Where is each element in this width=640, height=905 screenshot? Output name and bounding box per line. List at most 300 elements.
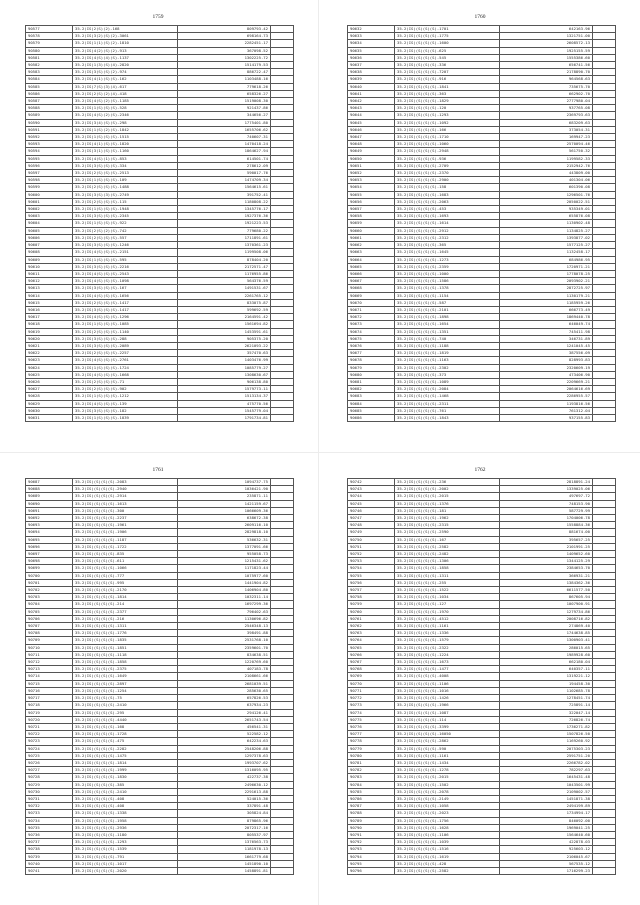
row-empty-cell [271,69,294,76]
row-id-cell: 90792 [348,839,395,846]
row-code-cell: 35.2(IS)(S)(S)(S)-2410 [73,702,178,709]
row-empty-cell [593,788,616,795]
row-empty-cell [593,536,616,543]
row-code-cell: 35.2(IS)(S)(S)(S)-16050 [395,731,500,738]
row-id-cell: 90621 [26,342,73,349]
table-row [26,263,294,270]
row-amount-cell: 305824.84 [178,810,271,817]
table-row [348,680,616,687]
table-row [26,162,294,169]
row-code-cell: 35.2(IS)(S)(S)(S)-114 [395,716,500,723]
table-row [26,314,294,321]
table-row [26,651,294,658]
row-code-cell: 35.2(IS)(S)(S)(S)-1756 [395,817,500,824]
row-code-cell: 35.2(IS)4(1)(S)(S)-162 [73,76,178,83]
table-row [348,364,616,371]
row-code-cell: 35.2(IS)4(S)(4)(S)-1137 [73,54,178,61]
row-id-cell: 90610 [26,263,73,270]
row-id-cell: 90698 [26,558,73,565]
row-id-cell: 90668 [348,285,395,292]
table-row [26,278,294,285]
table-row [348,702,616,709]
row-empty-cell [271,551,294,558]
row-empty-cell [593,83,616,90]
row-amount-cell: 658326.27 [178,90,271,97]
row-code-cell: 35.2(IS)4(S)(2)(S)-1185 [73,98,178,105]
table-row [26,256,294,263]
row-amount-cell: 779680.22 [178,227,271,234]
row-id-cell: 90664 [348,256,395,263]
row-code-cell: 35.2(IS)(S)(S)(S)-2900 [395,177,500,184]
row-empty-cell [271,155,294,162]
row-empty-cell [593,695,616,702]
row-empty-cell [271,292,294,299]
row-code-cell: 35.2(IS)1(S)(S)(S)-1948 [73,206,178,213]
table-row [348,371,616,378]
row-amount-cell: 2829818.10 [178,529,271,536]
row-amount-cell: 879865.96 [178,817,271,824]
row-id-cell: 90616 [26,306,73,313]
row-code-cell: 35.2(IS)(S)(S)(S)-590 [395,745,500,752]
row-amount-cell: 1513134.37 [178,393,271,400]
row-empty-cell [271,407,294,414]
row-amount-cell: 905375.20 [178,335,271,342]
table-row [26,623,294,630]
row-empty-cell [271,810,294,817]
row-amount-cell: 1319221.12 [500,673,593,680]
row-code-cell: 35.2(IS)(S)(S)(S)-1089 [395,378,500,385]
row-empty-cell [593,321,616,328]
row-code-cell: 35.2(IS)(S)(S)(S)-1311 [395,572,500,579]
table-row [26,572,294,579]
row-id-cell: 90654 [348,184,395,191]
row-empty-cell [593,795,616,802]
row-amount-cell: 522582.12 [178,731,271,738]
row-code-cell: 35.2(IS)(S)(S)(S)-1293 [73,839,178,846]
row-id-cell: 90653 [348,177,395,184]
row-code-cell: 35.2(IS)(S)(S)(S)-2862 [395,738,500,745]
row-code-cell: 35.2(IS)1(S)(S)(S)-595 [73,256,178,263]
row-id-cell: 90586 [26,90,73,97]
row-amount-cell: 1377091.66 [178,543,271,550]
row-amount-cell: 1989928.60 [500,651,593,658]
row-amount-cell: 1921223.53 [178,220,271,227]
row-code-cell: 35.2(IS)1(S)(S)(S)-1724 [73,364,178,371]
row-code-cell: 35.2(IS)(S)(S)(S)-1311 [73,623,178,630]
row-code-cell: 35.2(IS)3(S)(S)(S)-2345 [73,213,178,220]
row-code-cell: 35.2(IS)(S)(S)(S)-7207 [395,69,500,76]
row-amount-cell: 1344125.29 [500,558,593,565]
row-code-cell: 35.2(IS)3(S)(3)(S)-2749 [73,191,178,198]
table-row [348,709,616,716]
row-id-cell: 90763 [348,630,395,637]
row-id-cell: 90582 [26,62,73,69]
table-row [26,76,294,83]
row-empty-cell [593,651,616,658]
row-code-cell: 35.2(IS)(S)(S)(S)-127 [395,601,500,608]
table-row [348,803,616,810]
row-amount-cell: 2681039.51 [178,680,271,687]
row-code-cell: 35.2(IS)(S)(S)(S)-2015 [395,493,500,500]
row-amount-cell: 2291613.88 [178,788,271,795]
row-code-cell: 35.2(IS)(S)(S)(S)-1087 [395,709,500,716]
row-code-cell: 35.2(IS)(S)(S)(S)-1378 [395,285,500,292]
row-code-cell: 35.2(IS)(S)(S)(S)-1106 [395,831,500,838]
row-code-cell: 35.2(IS)(S)(S)(S)-1000 [395,270,500,277]
row-empty-cell [593,134,616,141]
row-amount-cell: 2609116.10 [178,522,271,529]
row-amount-cell: 2209669.21 [500,378,593,385]
row-empty-cell [593,328,616,335]
row-code-cell: 35.2(IS)4(S)(1)(S)-853 [73,155,178,162]
table-row [26,350,294,357]
row-id-cell: 90677 [348,350,395,357]
table-row [26,249,294,256]
row-amount-cell: 1869440.78 [500,314,593,321]
row-id-cell: 90777 [348,731,395,738]
row-empty-cell [271,803,294,810]
row-amount-cell: 886722.47 [178,69,271,76]
row-id-cell: 90773 [348,702,395,709]
row-empty-cell [271,709,294,716]
row-code-cell: 35.2(IS)1(S)(S)(S)-528 [73,105,178,112]
row-code-cell: 35.2(IS)(S)(S)(S)-1336 [395,630,500,637]
row-id-cell: 90593 [26,141,73,148]
row-code-cell: 35.2(IS)(S)(S)(S)-587 [395,299,500,306]
row-id-cell: 90791 [348,831,395,838]
table-row [348,486,616,493]
table-row [348,285,616,292]
row-code-cell: 35.2(IS)(S)(S)(S)-1858 [395,565,500,572]
row-empty-cell [271,299,294,306]
row-id-cell: 90723 [26,738,73,745]
table-row [26,803,294,810]
table-row [26,83,294,90]
row-amount-cell: 833075.87 [178,299,271,306]
row-empty-cell [271,321,294,328]
row-code-cell: 35.2(IS)(S)(S)(S)-120 [395,105,500,112]
row-id-cell: 90591 [26,126,73,133]
table-row [26,493,294,500]
row-id-cell: 90742 [348,479,395,486]
row-amount-cell: 726826.74 [500,716,593,723]
row-code-cell: 35.2(IS)1(S)(S)(S)-1212 [73,393,178,400]
table-row [26,33,294,40]
table-row [348,184,616,191]
row-empty-cell [593,565,616,572]
row-code-cell: 35.2(IS)(S)(S)(S)-995 [73,579,178,586]
row-empty-cell [593,234,616,241]
row-id-cell: 90709 [26,637,73,644]
row-code-cell: 35.2(IS)4(S)(S)(S)-1668 [73,371,178,378]
row-amount-cell: 2064616.69 [500,386,593,393]
row-empty-cell [593,601,616,608]
row-code-cell: 35.2(IS)(S)(S)(S)-2312 [395,234,500,241]
row-amount-cell: 684986.95 [500,256,593,263]
row-code-cell: 35.2(IS)3(S)(S)(S)-334 [73,162,178,169]
table-row [26,306,294,313]
row-code-cell: 35.2(IS)3(4)(S)(S)-298 [73,119,178,126]
row-id-cell: 90719 [26,709,73,716]
row-empty-cell [593,752,616,759]
row-id-cell: 90675 [348,335,395,342]
table-row [26,98,294,105]
table-row [348,745,616,752]
table-row [26,112,294,119]
row-code-cell: 35.2(IS)(S)(S)(S)-1906 [73,529,178,536]
row-amount-cell: 2072317.16 [178,824,271,831]
data-table [25,478,294,875]
table-row [348,357,616,364]
table-row [348,673,616,680]
row-id-cell: 90707 [26,623,73,630]
row-empty-cell [593,62,616,69]
row-empty-cell [593,335,616,342]
row-empty-cell [593,400,616,407]
row-amount-cell: 395657.25 [500,536,593,543]
row-id-cell: 90584 [26,76,73,83]
row-id-cell: 90667 [348,278,395,285]
table-row [26,860,294,867]
table-row [26,119,294,126]
table-row [348,328,616,335]
row-amount-cell: 666773.49 [500,306,593,313]
row-empty-cell [593,76,616,83]
table-row [26,659,294,666]
table-row [348,767,616,774]
row-id-cell: 90717 [26,695,73,702]
row-amount-cell: 194458.30 [500,680,593,687]
document-page [4,455,312,905]
row-empty-cell [271,62,294,69]
row-amount-cell: 1491531.67 [178,285,271,292]
row-code-cell: 35.2(IS)(S)(S)(S)-625 [395,47,500,54]
row-id-cell: 90790 [348,824,395,831]
row-id-cell: 90625 [26,371,73,378]
row-empty-cell [593,594,616,601]
row-amount-cell: 614501.74 [178,155,271,162]
row-empty-cell [593,357,616,364]
row-code-cell: 35.2(IS)(S)(S)(S)-1060 [395,141,500,148]
row-id-cell: 90702 [26,587,73,594]
row-id-cell: 90758 [348,594,395,601]
data-table [25,25,294,422]
row-amount-cell: 2651743.54 [178,716,271,723]
row-amount-cell: 656741.56 [500,62,593,69]
row-id-cell: 90690 [26,500,73,507]
row-empty-cell [593,745,616,752]
row-empty-cell [593,407,616,414]
table-row [26,630,294,637]
row-code-cell: 35.2(IS)1(3)(S)(4)-2820 [73,62,178,69]
row-code-cell: 35.2(IS)(S)(S)(S)-1338 [73,810,178,817]
row-empty-cell [593,759,616,766]
row-id-cell: 90595 [26,155,73,162]
row-empty-cell [593,69,616,76]
row-empty-cell [593,716,616,723]
row-code-cell: 35.2(IS)(S)(S)(S)-214 [73,601,178,608]
table-row [26,227,294,234]
row-amount-cell: 646049.74 [500,321,593,328]
row-id-cell: 90651 [348,162,395,169]
page-number: 1760 [474,14,486,20]
row-empty-cell [271,90,294,97]
table-row [348,543,616,550]
row-code-cell: 35.2(IS)(S)(S)(S)-1254 [73,687,178,694]
row-amount-cell: 2050022.51 [500,198,593,205]
table-row [26,141,294,148]
row-id-cell: 90650 [348,155,395,162]
row-code-cell: 35.2(IS)(S)(S)(S)-2590 [395,529,500,536]
row-id-cell: 90732 [26,803,73,810]
row-code-cell: 35.2(IS)(S)(S)(S)-216 [73,615,178,622]
table-row [348,637,616,644]
row-id-cell: 90749 [348,529,395,536]
row-empty-cell [271,500,294,507]
row-amount-cell: 805537.97 [178,831,271,838]
row-empty-cell [593,587,616,594]
row-code-cell: 35.2(IS)(S)(S)(S)-295 [73,709,178,716]
row-code-cell: 35.2(IS)(S)(S)(S)-365 [395,242,500,249]
row-amount-cell: 809793.42 [178,26,271,33]
row-id-cell: 90647 [348,134,395,141]
table-row [26,155,294,162]
row-empty-cell [271,393,294,400]
row-amount-cell: 638672.38 [178,515,271,522]
row-empty-cell [593,98,616,105]
row-empty-cell [271,256,294,263]
row-empty-cell [593,162,616,169]
row-code-cell: 35.2(IS)(S)(S)(S)-428 [395,860,500,867]
table-row [348,220,616,227]
row-id-cell: 90661 [348,234,395,241]
row-empty-cell [271,702,294,709]
table-row [26,529,294,536]
table-row [348,536,616,543]
row-code-cell: 35.2(IS)(S)(S)(S)-1017 [73,860,178,867]
row-empty-cell [593,630,616,637]
row-amount-cell: 587729.99 [500,507,593,514]
row-id-cell: 90656 [348,198,395,205]
row-amount-cell: 1734994.17 [500,810,593,817]
row-amount-cell: 357470.63 [178,350,271,357]
row-amount-cell: 1134825.27 [500,227,593,234]
row-id-cell: 90618 [26,321,73,328]
table-row [348,738,616,745]
row-empty-cell [271,26,294,33]
row-empty-cell [593,119,616,126]
row-amount-cell: 1514179.53 [178,62,271,69]
table-row [348,558,616,565]
row-id-cell: 90786 [348,795,395,802]
table-row [348,831,616,838]
row-amount-cell: 1775401.80 [178,119,271,126]
row-id-cell: 90632 [348,26,395,33]
row-id-cell: 90657 [348,206,395,213]
row-code-cell: 35.2(IS)2(S)(S)(S)-557 [73,234,178,241]
row-code-cell: 35.2(IS)2(S)(S)(S)-115 [73,198,178,205]
row-code-cell: 35.2(IS)3(1)(S)(S)-1160 [73,148,178,155]
table-row [348,407,616,414]
table-row [348,860,616,867]
row-empty-cell [593,500,616,507]
table-row [26,795,294,802]
row-empty-cell [593,810,616,817]
table-row [26,191,294,198]
table-row [26,839,294,846]
row-empty-cell [593,529,616,536]
row-code-cell: 35.2(IS)2(S)(S)(S)-1488 [73,184,178,191]
row-id-cell: 90592 [26,134,73,141]
table-row [348,33,616,40]
table-row [26,479,294,486]
row-empty-cell [593,270,616,277]
table-row [348,608,616,615]
row-empty-cell [271,529,294,536]
row-empty-cell [271,795,294,802]
row-code-cell: 35.2(IS)(S)(S)(S)-1539 [73,846,178,853]
table-row [26,817,294,824]
row-empty-cell [271,630,294,637]
row-id-cell: 90636 [348,54,395,61]
row-id-cell: 90785 [348,788,395,795]
row-amount-cell: 1507826.50 [500,731,593,738]
row-empty-cell [593,637,616,644]
row-id-cell: 90766 [348,651,395,658]
row-amount-cell: 683209.63 [500,119,593,126]
row-amount-cell: 1296501.76 [500,191,593,198]
row-amount-cell: 881674.00 [500,529,593,536]
row-code-cell: 35.2(IS)(S)(S)(S)-1819 [395,350,500,357]
table-row [26,831,294,838]
table-row [348,795,616,802]
row-empty-cell [593,860,616,867]
row-empty-cell [271,206,294,213]
row-code-cell: 35.2(IS)(S)(S)(S)-1683 [395,191,500,198]
table-row [348,493,616,500]
table-row [348,213,616,220]
row-empty-cell [593,673,616,680]
table-row [348,306,616,313]
row-id-cell: 90793 [348,846,395,853]
row-empty-cell [593,479,616,486]
row-amount-cell: 2608572.13 [500,40,593,47]
table-row [26,177,294,184]
table-row [26,709,294,716]
row-empty-cell [271,83,294,90]
row-amount-cell: 337891.48 [178,803,271,810]
row-code-cell: 35.2(IS)(S)(S)(S)-2302 [395,364,500,371]
row-empty-cell [593,803,616,810]
table-row [348,788,616,795]
row-id-cell: 90577 [26,26,73,33]
row-amount-cell: 473406.90 [500,371,593,378]
row-empty-cell [593,141,616,148]
row-empty-cell [271,126,294,133]
row-id-cell: 90676 [348,342,395,349]
table-row [26,594,294,601]
row-empty-cell [593,148,616,155]
row-id-cell: 90649 [348,148,395,155]
table-row [348,335,616,342]
row-code-cell: 35.2(IS)(S)(S)(S)-168 [73,723,178,730]
row-empty-cell [271,328,294,335]
row-id-cell: 90681 [348,378,395,385]
row-amount-cell: 740607.31 [178,134,271,141]
row-empty-cell [271,522,294,529]
row-empty-cell [593,350,616,357]
row-id-cell: 90765 [348,644,395,651]
